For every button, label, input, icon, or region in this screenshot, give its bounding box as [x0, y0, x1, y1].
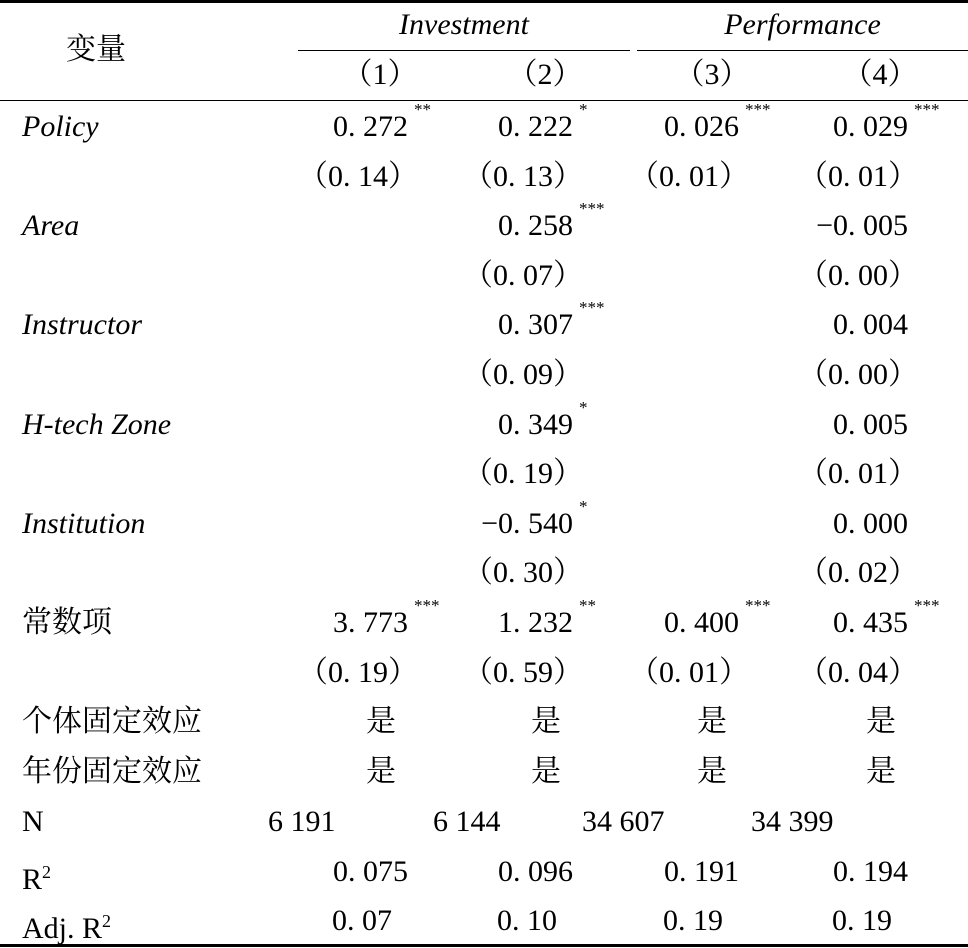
r2-value-1: 0. 075 [333, 855, 408, 888]
cell-value: 是 [697, 754, 727, 789]
table-cell [298, 656, 418, 690]
r2-label-sup: 2 [42, 862, 52, 882]
cell-value: 是 [531, 754, 561, 789]
cell-value: （0. 01） [798, 160, 918, 193]
cell-value: −0. 005 [816, 209, 908, 242]
cell-value: （0. 07） [463, 259, 583, 292]
table-cell [866, 705, 896, 739]
table-cell [498, 100, 588, 144]
table-cell [833, 596, 940, 640]
table-cell [498, 596, 596, 640]
cell-value: 0. 005 [833, 408, 908, 441]
adj-r2-label-text: Adj. R [22, 912, 103, 945]
significance-stars: *** [579, 298, 605, 317]
row-label: Institution [22, 507, 146, 540]
n-value-1: 6 191 [268, 805, 336, 838]
table-cell [366, 705, 396, 739]
significance-stars: ** [579, 596, 596, 615]
r2-value-3: 0. 191 [664, 855, 739, 888]
significance-stars: *** [414, 596, 440, 615]
top-rule [0, 0, 968, 3]
cell-value: 0. 272 [333, 110, 408, 143]
r2-label [22, 855, 51, 897]
adj-r2-value-3: 0. 19 [663, 904, 723, 937]
cell-value: 0. 435 [833, 606, 908, 639]
cell-value: （0. 04） [798, 656, 918, 689]
col-header-2: （2） [507, 58, 583, 91]
table-cell [463, 556, 583, 590]
adj-r2-value-1: 0. 07 [332, 904, 392, 937]
table-cell [697, 755, 727, 789]
r2-value-2: 0. 096 [498, 855, 573, 888]
n-value-2: 6 144 [433, 805, 501, 838]
cell-value: 0. 258 [498, 209, 573, 242]
group1-underline [298, 50, 630, 51]
col-header-1: （1） [342, 58, 418, 91]
row-label: Policy [22, 110, 99, 143]
header-rule [0, 100, 968, 101]
adj-r2-value-4: 0. 19 [832, 904, 892, 937]
cell-value: 3. 773 [333, 606, 408, 639]
n-label: N [22, 805, 44, 838]
cell-value: 0. 026 [664, 110, 739, 143]
table-cell [463, 358, 583, 392]
investment-header: Investment [399, 8, 529, 41]
table-cell [798, 160, 918, 194]
bottom-rule [0, 944, 968, 947]
cell-value: （0. 19） [463, 457, 583, 490]
r2-value-4: 0. 194 [833, 855, 908, 888]
table-cell [463, 259, 583, 293]
table-cell [333, 596, 440, 640]
table-cell [531, 755, 561, 789]
significance-stars: * [579, 398, 588, 417]
row-label: H-tech Zone [22, 408, 172, 441]
cell-value: （0. 00） [798, 358, 918, 391]
row-label: 年份固定效应 [22, 754, 202, 789]
row-label: 个体固定效应 [22, 704, 202, 739]
cell-value: （0. 30） [463, 556, 583, 589]
cell-value: 0. 000 [833, 507, 908, 540]
r2-label-text: R [22, 863, 43, 896]
table-cell [463, 160, 583, 194]
table-cell [298, 160, 418, 194]
cell-value: （0. 09） [463, 358, 583, 391]
table-cell [697, 705, 727, 739]
cell-value: （0. 19） [298, 656, 418, 689]
variable-header: 变量 [66, 32, 126, 67]
cell-value: 是 [866, 754, 896, 789]
cell-value: 0. 004 [833, 308, 908, 341]
cell-value: 0. 349 [498, 408, 573, 441]
table-cell [463, 457, 583, 491]
cell-value: 0. 400 [664, 606, 739, 639]
cell-value: 是 [366, 754, 396, 789]
group2-underline [637, 50, 968, 51]
cell-value: （0. 01） [629, 656, 749, 689]
cell-value: （0. 00） [798, 259, 918, 292]
cell-value: （0. 13） [463, 160, 583, 193]
significance-stars: *** [745, 596, 771, 615]
table-cell [798, 556, 918, 590]
table-cell [629, 160, 749, 194]
cell-value: −0. 540 [481, 507, 573, 540]
cell-value: 0. 307 [498, 308, 573, 341]
significance-stars: *** [914, 596, 940, 615]
significance-stars: *** [745, 100, 771, 119]
cell-value: （0. 14） [298, 160, 418, 193]
table-cell [816, 209, 908, 243]
table-cell [833, 308, 908, 342]
table-cell [798, 457, 918, 491]
performance-header: Performance [724, 8, 881, 41]
adj-r2-label-sup: 2 [102, 911, 112, 931]
cell-value: 是 [366, 704, 396, 739]
table-cell [664, 596, 771, 640]
n-value-3: 34 607 [582, 805, 665, 838]
cell-value: （0. 02） [798, 556, 918, 589]
table-cell [498, 298, 605, 342]
table-cell [833, 408, 908, 442]
cell-value: 0. 222 [498, 110, 573, 143]
adj-r2-value-2: 0. 10 [497, 904, 557, 937]
table-cell [798, 656, 918, 690]
table-cell [866, 755, 896, 789]
table-cell [629, 656, 749, 690]
significance-stars: *** [914, 100, 940, 119]
table-cell [664, 100, 771, 144]
col-header-4: （4） [842, 58, 918, 91]
row-label: Area [22, 209, 80, 242]
adj-r2-label [22, 904, 111, 946]
table-cell [366, 755, 396, 789]
cell-value: 0. 029 [833, 110, 908, 143]
table-cell [833, 100, 940, 144]
table-cell [798, 259, 918, 293]
table-cell [498, 398, 588, 442]
col-header-3: （3） [674, 58, 750, 91]
cell-value: 是 [866, 704, 896, 739]
table-cell [833, 507, 908, 541]
table-cell [481, 497, 588, 541]
cell-value: 是 [697, 704, 727, 739]
table-cell [798, 358, 918, 392]
table-cell [531, 705, 561, 739]
significance-stars: ** [414, 100, 431, 119]
cell-value: 1. 232 [498, 606, 573, 639]
significance-stars: *** [579, 199, 605, 218]
significance-stars: * [579, 497, 588, 516]
cell-value: 是 [531, 704, 561, 739]
table-cell [333, 100, 431, 144]
row-label: Instructor [22, 308, 142, 341]
n-value-4: 34 399 [751, 805, 834, 838]
cell-value: （0. 59） [463, 656, 583, 689]
table-cell [463, 656, 583, 690]
significance-stars: * [579, 100, 588, 119]
table-cell [498, 199, 605, 243]
row-label: 常数项 [22, 605, 112, 640]
cell-value: （0. 01） [629, 160, 749, 193]
cell-value: （0. 01） [798, 457, 918, 490]
